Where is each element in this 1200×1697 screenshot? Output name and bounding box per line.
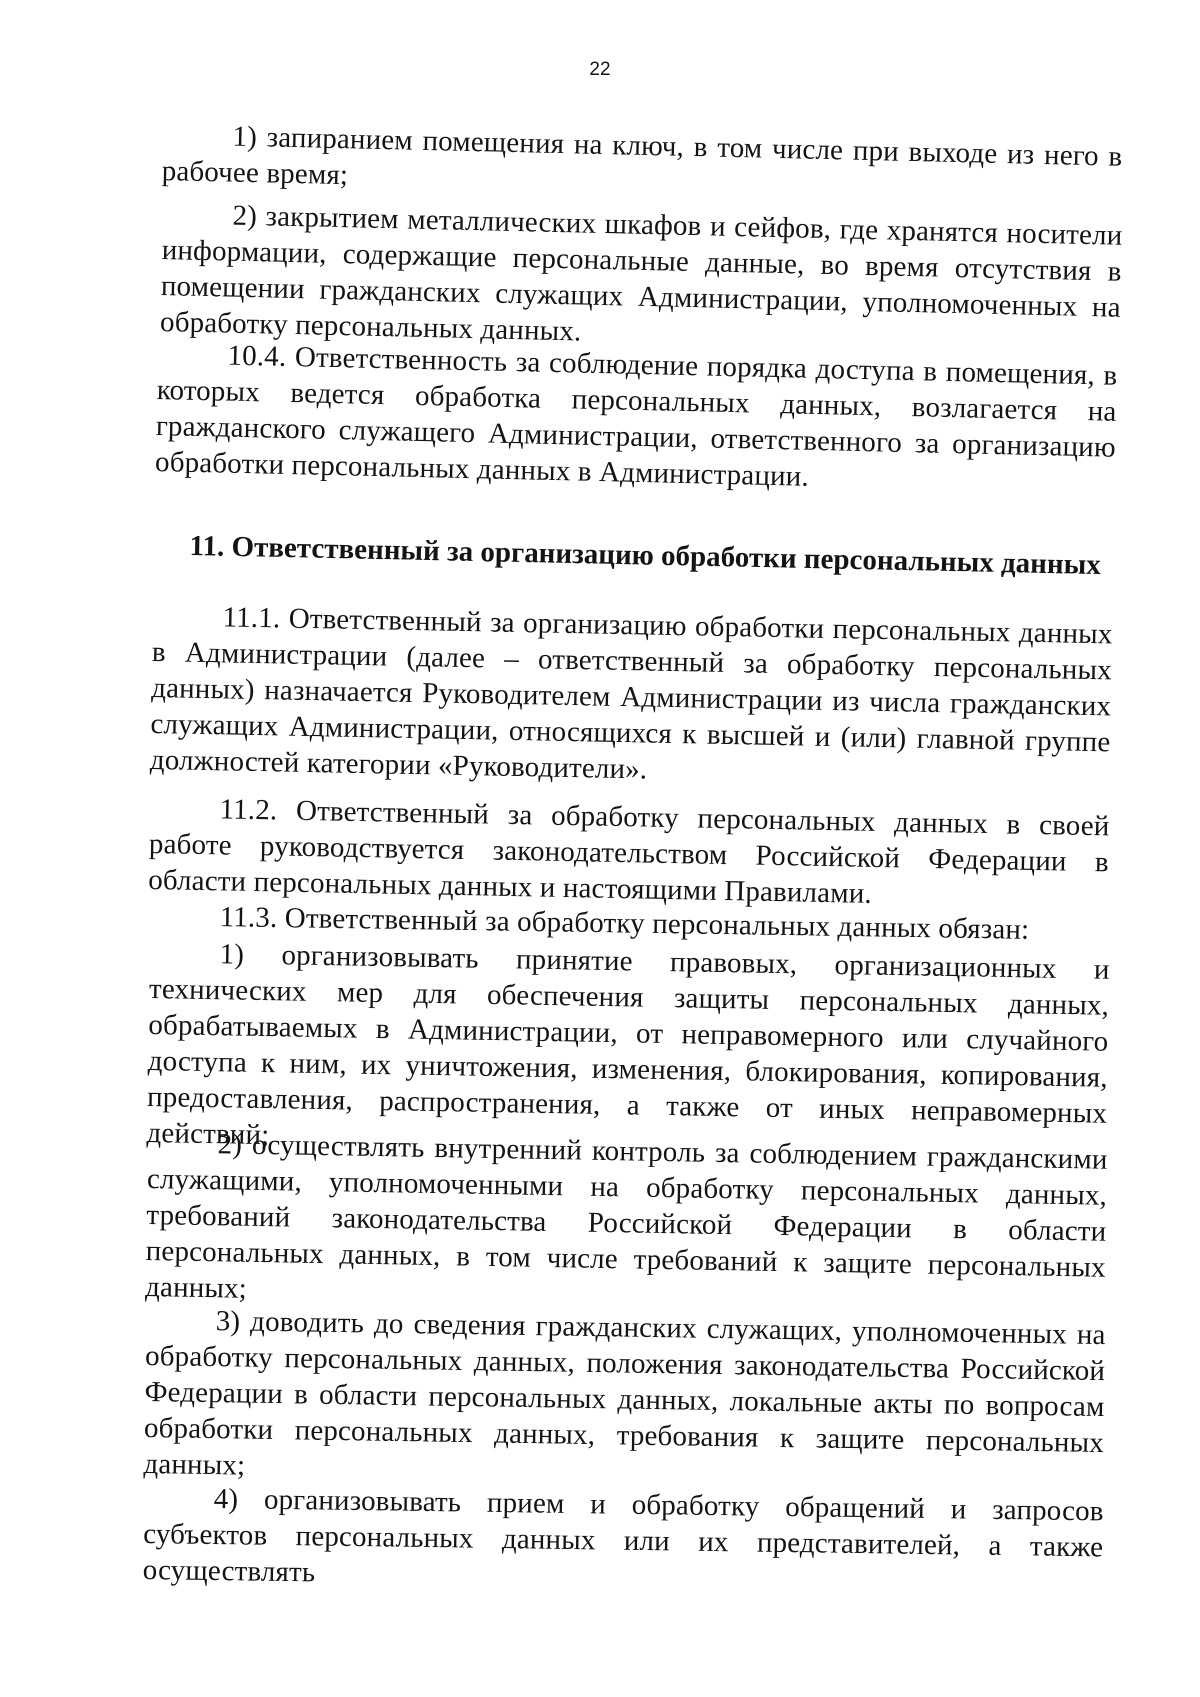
paragraph-11-2: 11.2. Ответственный за обработку персональных данных в своей работе руководствуется законодательством Российской Федерации в области персональных данных и настоящими Правилами. [147,793,1110,910]
paragraph-duty-3: 3) доводить до сведения гражданских служащих, уполномоченных на обработку персональных данных, положения законодательства Российской Федерации в области персональных данных, локальные акты по вопросам обработки персональных данных, требования к защите персональных данных; [143,1305,1106,1482]
paragraph-10-4: 10.4. Ответственность за соблюдение порядка доступа в помещения, в которых ведется обработка персональных данных, возлагается на гражданского служащего Администрации, ответственного за организацию обработки персональных данных в Администрации. [154,339,1118,493]
paragraph-11-1: 11.1. Ответственный за организацию обработки персональных данных в Администрации (далее – ответственный за обработку персональных данных) назначается Руководителем Администрации из числа гражданских служащих Администрации, относящихся к высшей и (или) главной группе должностей категории «Руководители». [149,601,1113,786]
paragraph-duty-1: 1) организовывать принятие правовых, организационных и технических мер для обеспечения защиты персональных данных, обрабатываемых в Администрации, от неправомерного или случайного доступа к ним, их уничтожения, изменения, блокирования, копирования, предоставления, распространения, а также от иных неправомерных действий; [146,938,1110,1152]
page-number: 22 [589,59,611,80]
paragraph-duty-2: 2) осуществлять внутренний контроль за соблюдением гражданскими служащими, уполномоченными на обработку персональных данных, требований законодательства Российской Федерации в области персональных данных, в том числе требований к защите персональных данных; [144,1128,1108,1305]
paragraph-item-2-closing-safes: 2) закрытием металлических шкафов и сейфов, где хранятся носители информации, содержащие персональные данные, во время отсутствия в помещении гражданских служащих Администрации, уполномоченных на обработку персональных данных. [159,199,1123,348]
paragraph-item-1-locking-premises: 1) запиранием помещения на ключ, в том числе при выходе из него в рабочее время; [161,120,1123,192]
paragraph-11-3: 11.3. Ответственный за обработку персональных данных обязан: [219,901,1030,946]
paragraph-duty-4: 4) организовывать прием и обработку обращений и запросов субъектов персональных данных или их представителей, а также осуществлять [142,1482,1104,1589]
section-heading-11: 11. Ответственный за организацию обработки персональных данных [189,529,1102,582]
